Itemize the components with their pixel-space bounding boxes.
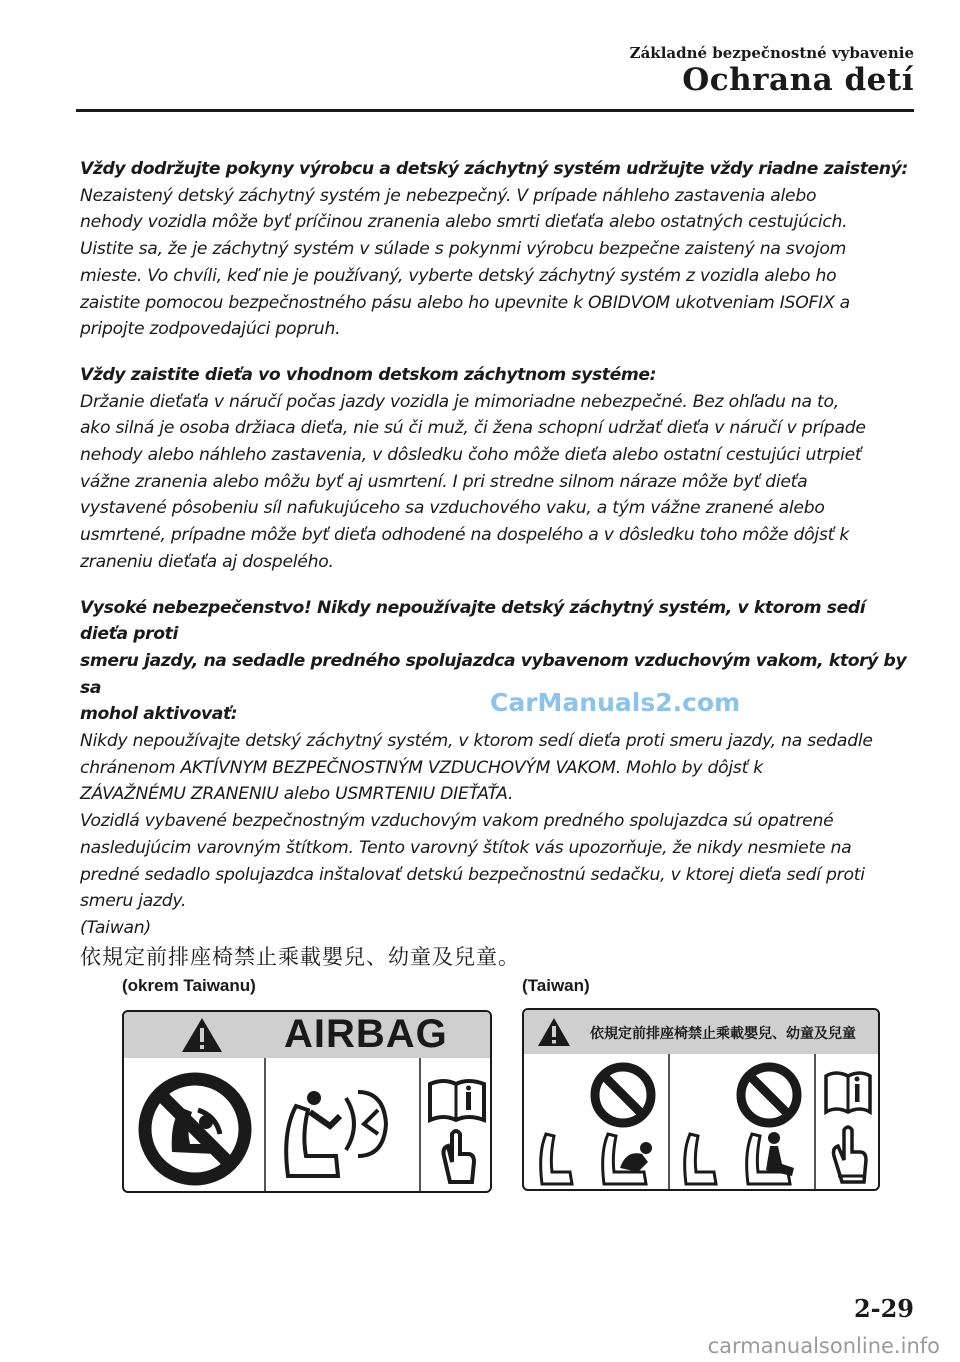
header-rule — [76, 109, 914, 112]
page-number: 2-29 — [853, 1294, 914, 1323]
footer-watermark: carmanualsonline.info — [707, 1334, 940, 1358]
text-line: usmrtené, prípadne môže byť dieťa odhodené na dospelého a v dôsledku toho môže dôjsť k — [80, 525, 850, 546]
text-line: Uistite sa, že je záchytný systém v súlade s pokynmi výrobcu bezpečne zaistený na svojom — [80, 239, 847, 260]
warning-heading-2: Vždy zaistite dieťa vo vhodnom detskom záchytnom systéme: — [80, 364, 657, 385]
prohibited-sign-icon — [588, 1060, 658, 1130]
airbag-deploy-icon — [274, 1072, 412, 1188]
warning-heading-3: mohol aktivovať: — [80, 704, 238, 725]
text-line: chránenom AKTÍVNYM BEZPEČNOSTNÝM VZDUCHOVÝM VAKOM. Mohlo by dôjsť k — [80, 757, 764, 778]
manual-book-icon — [426, 1074, 488, 1186]
text-line: nehody alebo náhleho zastavenia, v dôsledku čoho môže dieťa alebo ostatní cestujúci utrpieť — [80, 445, 862, 466]
body-text — [80, 156, 916, 973]
warning-triangle-icon — [180, 1016, 224, 1054]
airbag-warning-label — [122, 1010, 492, 1193]
watermark: CarManuals2.com — [490, 688, 741, 717]
infant-seat-icon — [534, 1128, 662, 1190]
caption-taiwan: (Taiwan) — [522, 976, 590, 995]
manual-book-icon — [822, 1066, 874, 1186]
text-line: mieste. Vo chvíli, keď nie je používaný, vyberte detský záchytný systém z vozidla alebo ho — [80, 265, 837, 286]
text-line: ZÁVAŽNÉMU ZRANENIU alebo USMRTENIU DIEŤAŤA. — [80, 784, 514, 805]
text-line: Vozidlá vybavené bezpečnostným vzduchovým vakom predného spolujazdca sú opatrené — [80, 811, 834, 832]
no-rear-facing-seat-icon — [136, 1070, 254, 1188]
text-line: predné sedadlo spolujazdca inštalovať detskú bezpečnostnú sedačku, v ktorej dieťa sedí proti — [80, 864, 865, 885]
text-line: nasledujúcim varovným štítkom. Tento varovný štítok vás upozorňuje, že nikdy nesmiete na — [80, 837, 852, 858]
text-line: vážne zranenia alebo môžu byť aj usmrtení. I pri stredne silnom náraze môže byť dieťa — [80, 471, 808, 492]
text-line: (Taiwan) — [80, 917, 151, 938]
taiwan-label-text: 依規定前排座椅禁止乘載嬰兒、幼童及兒童 — [590, 1025, 856, 1041]
taiwan-warning-label — [522, 1008, 880, 1191]
warning-heading-3: Vysoké nebezpečenstvo! Nikdy nepoužívajte detský záchytný systém, v ktorom sedí dieťa proti — [80, 597, 866, 645]
text-line: Nikdy nepoužívajte detský záchytný systém, v ktorom sedí dieťa proti smeru jazdy, na sedadle — [80, 731, 873, 752]
text-line: smeru jazdy. — [80, 891, 187, 912]
text-line: zraneniu dieťaťa aj dospelého. — [80, 551, 334, 572]
child-seat-icon — [678, 1128, 806, 1190]
caption-non-taiwan: (okrem Taiwanu) — [122, 976, 256, 995]
section-header: Základné bezpečnostné vybavenie — [629, 44, 914, 62]
warning-heading-3: smeru jazdy, na sedadle predného spolujazdca vybavenom vzduchovým vakom, ktorý by sa — [80, 650, 907, 698]
page-title: Ochrana detí — [682, 62, 914, 98]
text-line: Držanie dieťaťa v náručí počas jazdy vozidla je mimoriadne nebezpečné. Bez ohľadu na to, — [80, 391, 839, 412]
text-line: zaistite pomocou bezpečnostného pásu alebo ho upevnite k OBIDVOM ukotveniam ISOFIX a — [80, 292, 850, 313]
text-line: ako silná je osoba držiaca dieťa, nie sú či muž, či žena schopní udržať dieťa v náručí v prípade — [80, 418, 866, 439]
text-line: vystavené pôsobeniu síl nafukujúceho sa vzduchového vaku, a tým vážne zranené alebo — [80, 498, 825, 519]
airbag-label-text: AIRBAG — [284, 1012, 448, 1056]
text-line: Nezaistený detský záchytný systém je nebezpečný. V prípade náhleho zastavenia alebo — [80, 185, 817, 206]
text-line: nehody vozidla môže byť príčinou zranenia alebo smrti dieťaťa alebo ostatných cestujúcich. — [80, 212, 848, 233]
taiwan-warning-text: 依規定前排座椅禁止乘載嬰兒、幼童及兒童。 — [80, 944, 520, 969]
warning-heading-1: Vždy dodržujte pokyny výrobcu a detský záchytný systém udržujte vždy riadne zaistený: — [80, 159, 908, 179]
warning-triangle-icon — [536, 1016, 572, 1048]
text-line: pripojte zodpovedajúci popruh. — [80, 319, 341, 340]
prohibited-sign-icon — [734, 1060, 804, 1130]
